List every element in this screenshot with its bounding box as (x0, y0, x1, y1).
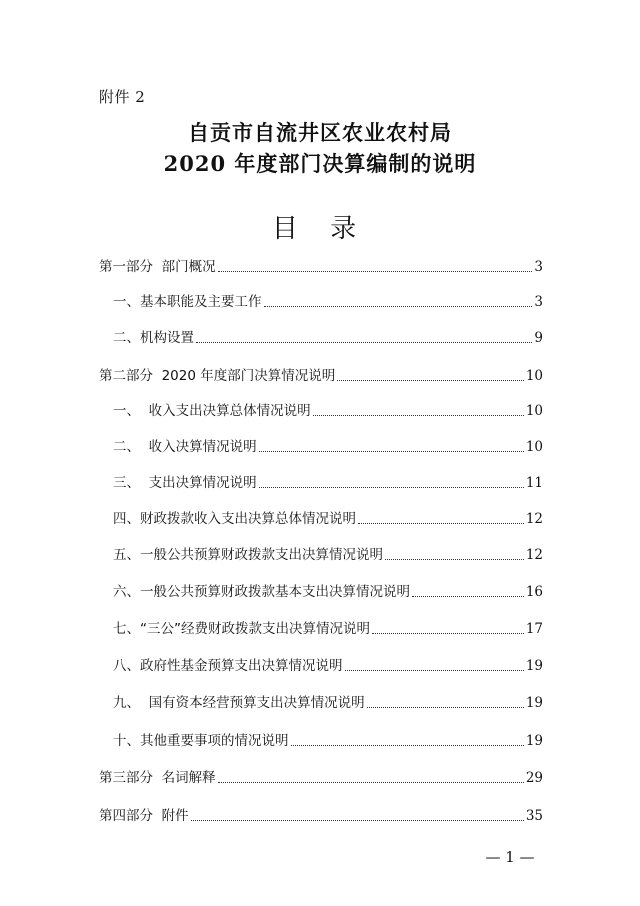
toc-entry-page: 11 (525, 475, 543, 491)
toc-leader (291, 745, 524, 746)
toc-entry-label: 七、“三公”经费财政拨款支出决算情况说明 (113, 621, 370, 637)
toc-entry[interactable] (99, 366, 543, 386)
toc-leader (372, 633, 524, 634)
toc-entry-label: 三、 支出决算情况说明 (113, 475, 257, 491)
toc-leader (337, 380, 524, 381)
toc-entry-label: 四、财政拨款收入支出决算总体情况说明 (113, 511, 356, 527)
toc-entry[interactable] (99, 473, 543, 493)
toc-entry-page: 19 (525, 733, 543, 749)
toc-entry-label: 九、 国有资本经营预算支出决算情况说明 (113, 695, 365, 711)
toc-entry-label: 第三部分 名词解释 (99, 770, 216, 786)
toc-entry-page: 3 (534, 294, 543, 310)
toc-leader (218, 271, 533, 272)
toc-leader (412, 596, 524, 597)
toc-entry[interactable] (99, 509, 543, 529)
toc-entry-label: 第二部分 2020 年度部门决算情况说明 (99, 368, 336, 384)
toc-entry-label: 一、基本职能及主要工作 (113, 294, 262, 310)
toc-entry-label: 八、政府性基金预算支出决算情况说明 (113, 658, 343, 674)
toc-entry-label: 一、 收入支出决算总体情况说明 (113, 403, 311, 419)
toc-entry-page: 12 (525, 511, 543, 527)
toc-leader (313, 415, 524, 416)
toc-entry[interactable] (99, 328, 543, 348)
toc-entry-page: 17 (525, 621, 543, 637)
toc-leader (191, 820, 524, 821)
document-title-line2: 2020 年度部门决算编制的说明 (163, 151, 477, 176)
toc-leader (259, 451, 524, 452)
toc-leader (196, 342, 532, 343)
toc-entry-page: 16 (525, 584, 543, 600)
toc-entry-label: 十、其他重要事项的情况说明 (113, 733, 289, 749)
toc-entry-page: 3 (534, 259, 543, 275)
toc-heading: 目 录 (271, 214, 369, 244)
toc-leader (345, 670, 524, 671)
toc-entry[interactable] (99, 693, 543, 713)
toc-leader (385, 559, 524, 560)
toc-entry[interactable] (99, 437, 543, 457)
toc-leader (264, 306, 533, 307)
toc-entry[interactable] (99, 545, 543, 565)
toc-entry-page: 29 (525, 770, 543, 786)
toc-leader (218, 782, 524, 783)
toc-leader (367, 707, 524, 708)
toc-entry-page: 35 (525, 808, 543, 824)
toc-entry-label: 第一部分 部门概况 (99, 259, 216, 275)
toc-entry-page: 10 (525, 439, 543, 455)
toc-leader (259, 487, 524, 488)
toc-entry[interactable] (99, 619, 543, 639)
toc-entry[interactable] (99, 768, 543, 788)
attachment-label: 附件 2 (99, 88, 146, 106)
toc-entry[interactable] (99, 731, 543, 751)
toc-entry[interactable] (99, 656, 543, 676)
toc-leader (358, 523, 524, 524)
toc-entry-label: 第四部分 附件 (99, 808, 189, 824)
toc-entry-label: 二、 收入决算情况说明 (113, 439, 257, 455)
page-number: — 1 — (485, 848, 535, 866)
toc-entry-label: 二、机构设置 (113, 330, 194, 346)
toc-entry[interactable] (99, 582, 543, 602)
toc-entry-label: 六、一般公共预算财政拨款基本支出决算情况说明 (113, 584, 410, 600)
toc-entry[interactable] (99, 257, 543, 277)
toc-entry-page: 10 (525, 368, 543, 384)
toc-entry-page: 19 (525, 658, 543, 674)
toc-entry-page: 9 (534, 330, 543, 346)
toc-entry-page: 12 (525, 547, 543, 563)
toc-entry-page: 19 (525, 695, 543, 711)
toc-entry[interactable] (99, 292, 543, 312)
toc-entry-page: 10 (525, 403, 543, 419)
document-title-line1: 自贡市自流井区农业农村局 (188, 120, 452, 145)
toc-entry-label: 五、一般公共预算财政拨款支出决算情况说明 (113, 547, 383, 563)
toc-entry[interactable] (99, 806, 543, 826)
toc-entry[interactable] (99, 401, 543, 421)
